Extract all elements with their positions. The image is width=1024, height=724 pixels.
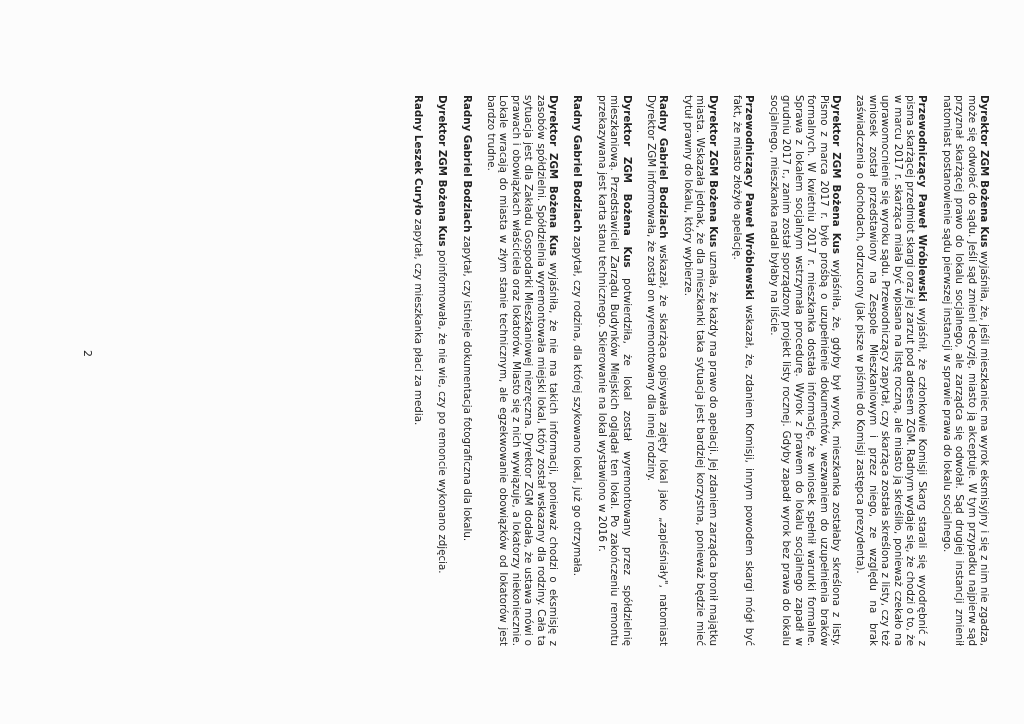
paragraph-text: wyjaśniła, że, gdyby był wyrok, mieszkanka zostałaby skreślona z listy. Pismo z marca 2017 r. było prośbą o uzupełnienie dokumentów, wezwaniem do uzupełnienia braków formalnych. W kwietniu 2017 r. mieszkanka dostała informację, że wniosek spełnił warunki formalne. Sprawa z lokalem socjalnym wstrzymała procedurę. Wyrok z prawem do lokalu socjalnego zapadł w grudniu 2017 r., zanim został sporządzony projekt listy rocznej. Gdyby zapadł wyrok bez prawa do lokalu socjalnego, mieszkanka nadal byłaby na liście. (767, 95, 842, 646)
paragraph (645, 95, 670, 646)
paragraph-text: wyjaśnił, że członkowie Komisji Skarg starali się wyodrębnić z pisma skarżącej przedmiot skargi oraz jej zarzut pod adresem ZGM. Radnym wydaje się, że chodzi o to, że w marcu 2017 r. skarżąca miała być wpisana na listę roczną, ale miasto ją skreśliło, ponieważ czekało na uprawomocnienie się wyroku sądu. Przewodniczący zapytał, czy skarżąca została skreślona z listy, czy też wniosek został przedstawiony na Zespole Mieszkaniowym i przez niego, ze względu na brak zaświadczenia o dochodach, odrzucony (jak pisze w piśmie do Komisji zastępca prezydenta). (854, 95, 929, 646)
paragraph (485, 95, 559, 646)
paragraph (854, 95, 928, 646)
speaker-name: Dyrektor ZGM Bożena Kus (829, 95, 842, 254)
paragraph (595, 95, 632, 646)
paragraph-text: zapytał, czy mieszkanka płaci za media. (411, 215, 424, 426)
speaker-name: Przewodniczący Paweł Wróblewski (743, 95, 756, 300)
paragraph-text: zapytał, czy rodzina, dla której szykowano lokal, już go otrzymała. (571, 232, 584, 577)
paragraph-text: wyjaśniła, że nie ma takich informacji, ponieważ chodzi o eksmisję z zasobów spółdzielni. Spółdzielnia wyremontowała miejski lokal, który został wskazany dla rodziny. Cała ta sytuacja jest dla Zakładu Gospodarki Mieszkaniowej niezręczna. Dyrektor ZGM dodała, że ustawa mówi o prawach i obowiązkach właściciela oraz lokatorów. Miasto się z nich wywiązuje, a lokatorzy niekoniecznie. Lokale wracają do miasta w złym stanie technicznym, ale egzekwowanie obowiązków od lokatorów jest bardzo trudne. (485, 95, 560, 646)
speaker-name: Przewodniczący Paweł Wróblewski (916, 95, 929, 302)
paragraph-text: wskazał, że skarżąca opisywała zajęty lokal jako „zapleśniały", natomiast Dyrektor ZGM informowała, że został on wyremontowany dla innej rodziny. (645, 95, 670, 646)
paragraph (731, 95, 756, 646)
minutes-body (399, 95, 990, 646)
paragraph (411, 95, 423, 646)
paragraph (940, 95, 990, 646)
speaker-name: Dyrektor ZGM Bożena Kus (978, 95, 990, 248)
paragraph (460, 95, 472, 646)
speaker-name: Radny Leszek Curyło (411, 95, 424, 216)
speaker-name: Radny Gabriel Bodziach (657, 95, 670, 239)
paragraph-text: wyjaśniła, że, jeśli mieszkaniec ma wyrok eksmisyjny i się z nim nie zgadza, może się odwołać do sądu. Jeśli sąd zmieni decyzję, miasto ją akceptuje. W tym przypadku najpierw sąd przyznał skarżącej prawo do lokalu socjalnego, ale zarządca się odwołał. Sąd drugiej instancji zmienił natomiast postanowienie sądu pierwszej instancji w sprawie prawa do lokalu socjalnego. (940, 95, 990, 646)
paragraph-text: potwierdziła, że lokal został wyremontowany przez spółdzielnię mieszkaniową. Przedstawiciel Zarządu Budynków Miejskich oglądał ten lokal. Po zakończeniu remontu przekazywana jest karta stanu technicznego. Skierowanie na lokal wystawiono w 2016 r. (595, 95, 633, 646)
paragraph-text: wskazał, że, zdaniem Komisji, innym powodem skargi mógł być fakt, że miasto złożyło apelację. (731, 95, 756, 647)
speaker-name: Dyrektor ZGM Bożena Kus (620, 95, 633, 268)
speaker-name: Dyrektor ZGM Bożena Kus (706, 95, 719, 248)
paragraph (768, 95, 842, 646)
speaker-name: Dyrektor ZGM Bożena Kus (547, 95, 560, 257)
paragraph (571, 95, 583, 646)
speaker-name: Radny Gabriel Bodziach (460, 95, 473, 233)
paragraph-text: uznała, że każdy ma prawo do apelacji. Jej zdaniem zarządca bronił majątku miasta. Wskazała jednak, że dla mieszkanki taka sytuacja jest bardziej korzystna, ponieważ będzie mieć tytuł prawny do lokalu, który wybierze. (681, 95, 719, 646)
paragraph-text: zapytał, czy istnieje dokumentacja fotograficzna dla lokalu. (460, 232, 473, 542)
page-number: 2 (81, 350, 94, 357)
speaker-name: Dyrektor ZGM Bożena Kus (436, 95, 449, 247)
speaker-name: Radny Gabriel Bodziach (571, 95, 584, 233)
paragraph (436, 95, 448, 646)
paragraph-text: poinformowała, że nie wie, czy po remoncie wykonano zdjęcia. (436, 246, 449, 574)
paragraph (681, 95, 718, 646)
